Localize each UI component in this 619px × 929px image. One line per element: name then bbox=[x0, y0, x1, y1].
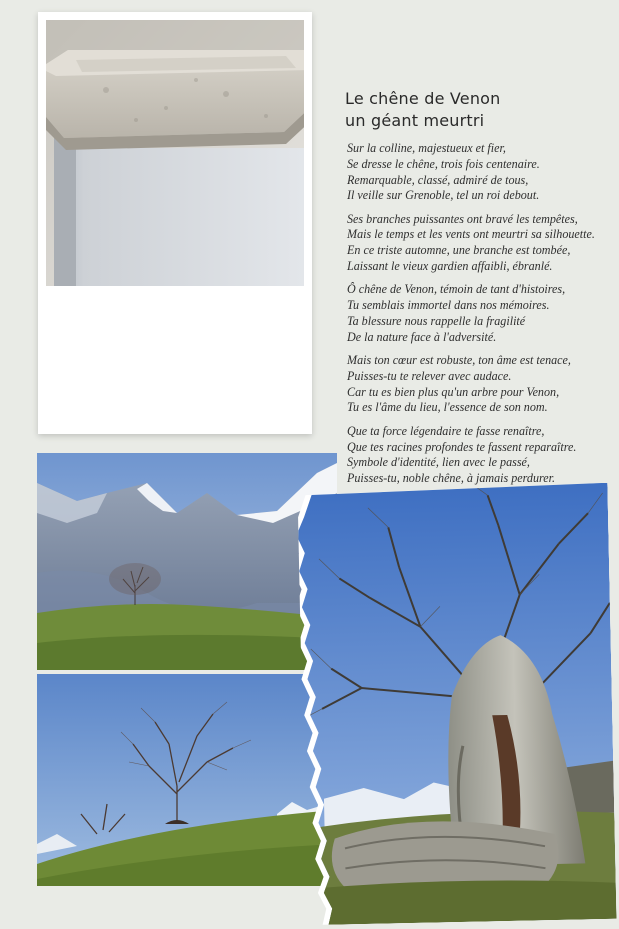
oak-on-hill-image bbox=[37, 674, 337, 886]
poem-line: Mais ton cœur est robuste, ton âme est tenace, bbox=[347, 353, 571, 368]
poem-line: Ses branches puissantes ont bravé les tempêtes, bbox=[347, 211, 578, 226]
stanza-2 bbox=[347, 212, 617, 275]
poem-line: Se dresse le chêne, trois fois centenaire. bbox=[347, 156, 540, 171]
poem-line: Mais le temps et les vents ont meurtri sa silhouette. bbox=[347, 227, 595, 242]
poem-line: Puisses-tu, noble chêne, à jamais perdurer. bbox=[347, 471, 556, 486]
poem-line: Remarquable, classé, admiré de tous, bbox=[347, 172, 529, 187]
poem-line: Car tu es bien plus qu'un arbre pour Venon, bbox=[347, 384, 560, 399]
poem-line: Sur la colline, majestueux et fier, bbox=[347, 141, 506, 155]
stone-pedestal-image bbox=[46, 20, 304, 286]
stanza-5 bbox=[347, 424, 617, 487]
stone-pedestal-photo bbox=[46, 20, 304, 286]
stanza-3 bbox=[347, 282, 617, 345]
poem-line: En ce triste automne, une branche est tombée, bbox=[347, 243, 571, 258]
poem-line: Symbole d'identité, lien avec le passé, bbox=[347, 455, 530, 470]
oak-trunk-closeup-image bbox=[297, 483, 616, 925]
oak-trunk-closeup-photo bbox=[297, 483, 616, 925]
poem-line: Laissant le vieux gardien affaibli, ébranlé. bbox=[347, 259, 553, 274]
stanza-1 bbox=[347, 141, 617, 204]
poem-line: Que tes racines profondes te fassent reparaître. bbox=[347, 439, 577, 454]
poem-body bbox=[347, 141, 617, 494]
poem-line: Tu semblais immortel dans nos mémoires. bbox=[347, 298, 550, 313]
polaroid-frame bbox=[38, 12, 312, 434]
stanza-4 bbox=[347, 353, 617, 416]
poem-line: Puisses-tu te relever avec audace. bbox=[347, 368, 512, 383]
title-line-2: un géant meurtri bbox=[345, 111, 485, 130]
poem-line: Que ta force légendaire te fasse renaître, bbox=[347, 423, 545, 438]
poem-line: Ta blessure nous rappelle la fragilité bbox=[347, 313, 526, 328]
poem-title bbox=[345, 88, 605, 132]
poem-line: De la nature face à l'adversité. bbox=[347, 329, 497, 344]
poem-line: Il veille sur Grenoble, tel un roi debout. bbox=[347, 188, 540, 203]
poem-line: Ô chêne de Venon, témoin de tant d'histoires, bbox=[347, 282, 566, 297]
oak-on-hill-photo bbox=[37, 674, 337, 886]
mountain-landscape-image bbox=[37, 453, 337, 670]
title-line-1: Le chêne de Venon bbox=[345, 89, 501, 108]
mountain-landscape-photo bbox=[37, 453, 337, 670]
poem-line: Tu es l'âme du lieu, l'essence de son nom. bbox=[347, 400, 548, 415]
